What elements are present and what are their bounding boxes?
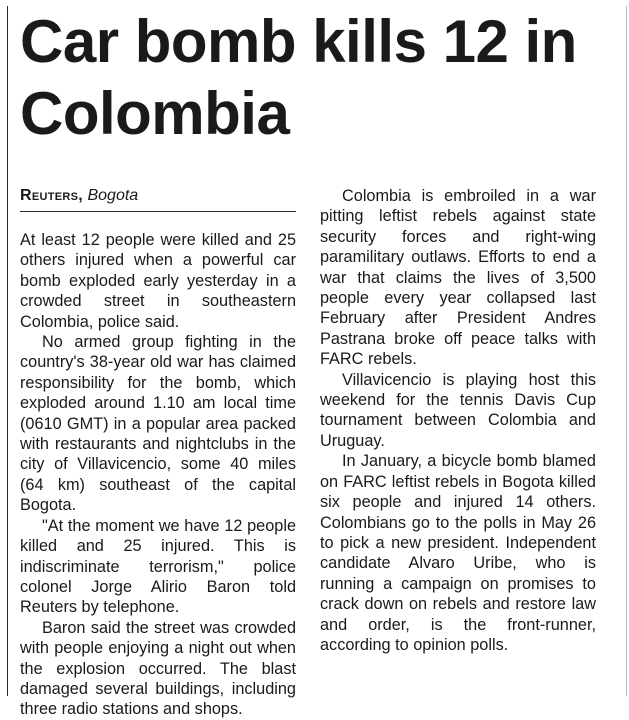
article-paragraph: Villavicencio is playing host this weekend for the tennis Davis Cup tournament between Colombia and Uruguay. xyxy=(320,370,596,450)
article-column-right xyxy=(320,186,596,655)
article-paragraph: Baron said the street was crowded with people enjoying a night out when the explosion occurred. The blast damaged several buildings, including three radio stations and shops. xyxy=(20,618,296,719)
byline-agency: Reuters, xyxy=(20,187,84,204)
headline: Car bomb kills 12 in Colombia xyxy=(20,8,577,147)
left-column-rule xyxy=(7,6,8,696)
right-edge-rule xyxy=(626,6,627,696)
article-column-left xyxy=(20,186,296,720)
byline-location: Bogota xyxy=(87,187,139,204)
article-paragraph: In January, a bicycle bomb blamed on FARC leftist rebels in Bogota killed six people and injured 14 others. Colombians go to the polls in May 26 to pick a new president. Independent candidate Alvaro Uribe, who is running a campaign on promises to crack down on rebels and restore law and order, is the front-runner, according to opinion polls. xyxy=(320,452,596,654)
article-paragraph: Colombia is embroiled in a war pitting leftist rebels against state security forces and right-wing paramilitary outlaws. Efforts to end a war that claims the lives of 3,500 people every year collapsed last February after President Andres Pastrana broke off peace talks with FARC rebels. xyxy=(320,187,596,369)
article-paragraph: "At the moment we have 12 people killed and 25 injured. This is indiscriminate terrorism," police colonel Jorge Alirio Baron told Reuters by telephone. xyxy=(20,516,296,617)
article-paragraph: No armed group fighting in the country's 38-year old war has claimed responsibility for the bomb, which exploded around 1.10 am local time (0610 GMT) in a popular area packed with restaurants and nightclubs in the city of Villavicencio, some 40 miles (64 km) southeast of the capital Bogota. xyxy=(20,333,296,515)
article-paragraph: At least 12 people were killed and 25 others injured when a powerful car bomb exploded early yesterday in a crowded street in southeastern Colombia, police said. xyxy=(20,231,296,331)
byline xyxy=(20,186,296,212)
